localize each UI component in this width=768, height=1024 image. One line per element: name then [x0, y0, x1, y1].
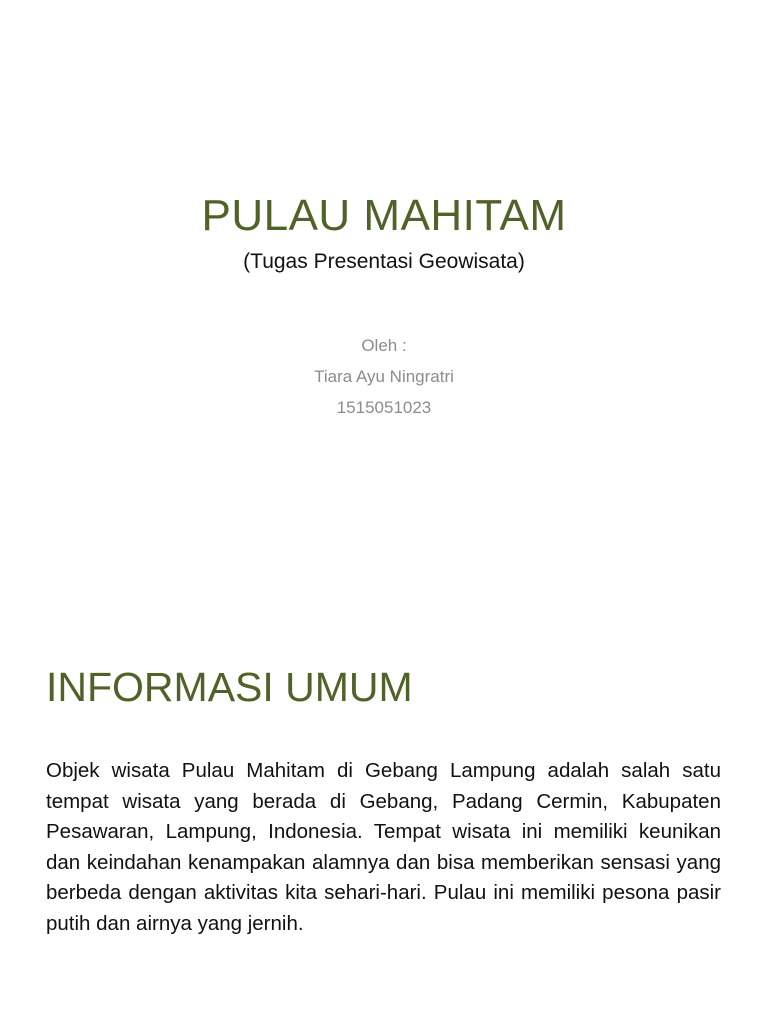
author-label: Oleh : — [361, 336, 407, 355]
author-block — [0, 330, 768, 423]
body-paragraph: Objek wisata Pulau Mahitam di Gebang Lampung adalah salah satu tempat wisata yang berada di Gebang, Padang Cermin, Kabupaten Pesawaran, Lampung, Indonesia. Tempat wisata ini memiliki keunikan dan keindahan kenampakan alamnya dan bisa memberikan sensasi yang berbeda dengan aktivitas kita sehari-hari. Pulau ini memiliki pesona pasir putih dan airnya yang jernih. — [46, 759, 721, 935]
author-name: Tiara Ayu Ningratri — [314, 367, 454, 386]
slide-subtitle: (Tugas Presentasi Geowisata) — [243, 250, 525, 273]
slide-title: PULAU MAHITAM — [201, 191, 567, 240]
author-id: 1515051023 — [336, 398, 432, 417]
section-heading: INFORMASI UMUM — [46, 664, 413, 710]
